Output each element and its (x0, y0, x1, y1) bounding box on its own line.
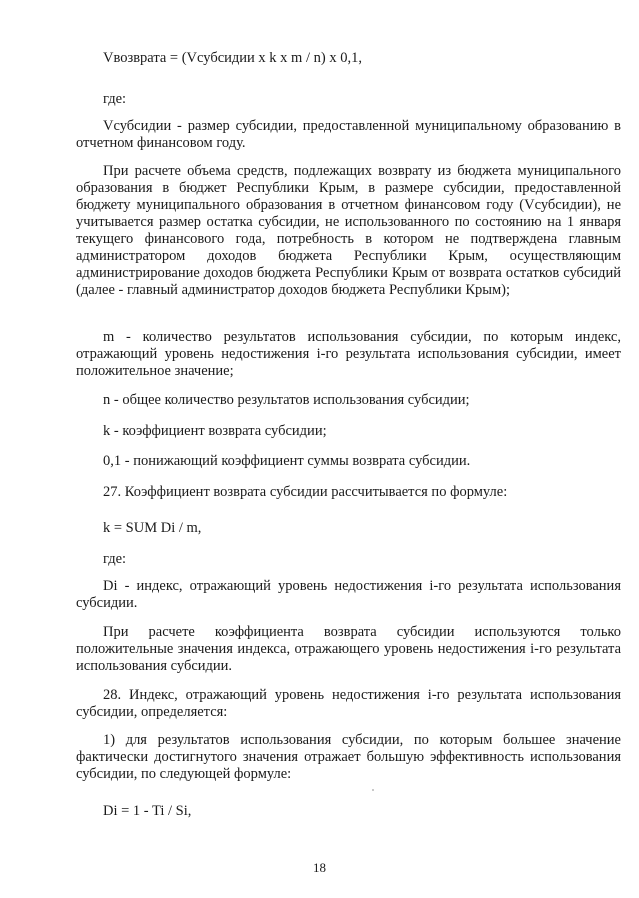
item-28: 28. Индекс, отражающий уровень недостижения i-го результата использования субсидии, определяется: (76, 687, 621, 720)
paragraph-calculation-text: При расчете объема средств, подлежащих возврату из бюджета муниципального образования в бюджет Республики Крым, в размере субсидии, предоставленной бюджету муниципального образования в отчетном финансовом году (Vсубсидии), не учитывается размер остатка субсидии, не использованного по состоянию на 1 января текущего финансового года, потребность в котором не подтверждена главным администратором доходов бюджета Республики Крым, осуществляющим администрирование доходов бюджета Республики Крым от возврата остатков субсидий (далее - главный администратор доходов бюджета Республики Крым); (76, 163, 621, 298)
scan-speck (372, 789, 374, 791)
definition-m: m - количество результатов использования субсидии, по которым индекс, отражающий уровень недостижения i-го результата использования субсидии, имеет положительное значение; (76, 329, 621, 379)
where-label-2: где: (103, 551, 127, 567)
definition-reducing-coefficient: 0,1 - понижающий коэффициент суммы возврата субсидии. (103, 453, 471, 469)
index-formula: Di = 1 - Ti / Si, (103, 803, 192, 819)
item-27: 27. Коэффициент возврата субсидии рассчитывается по формуле: (103, 484, 508, 500)
page-number: 18 (313, 860, 326, 875)
definition-n: n - общее количество результатов использования субсидии; (103, 392, 470, 408)
paragraph-calculation (76, 163, 621, 299)
paragraph-coefficient: При расчете коэффициента возврата субсидии используются только положительные значения индекса, отражающего уровень недостижения i-го результата использования субсидии. (76, 624, 621, 674)
item-28-1: 1) для результатов использования субсидии, по которым большее значение фактически достигнутого значения отражает большую эффективность использования субсидии, по следующей формуле: (76, 732, 621, 782)
return-volume-formula: Vвозврата = (Vсубсидии x k x m / n) x 0,1, (103, 50, 362, 66)
where-label: где: (103, 91, 127, 107)
coefficient-formula: k = SUM Di / m, (103, 520, 202, 536)
definition-k: k - коэффициент возврата субсидии; (103, 423, 327, 439)
definition-di: Di - индекс, отражающий уровень недостижения i-го результата использования субсидии. (76, 578, 621, 611)
definition-vsubsidy: Vсубсидии - размер субсидии, предоставленной муниципальному образованию в отчетном финансовом году. (76, 118, 621, 151)
